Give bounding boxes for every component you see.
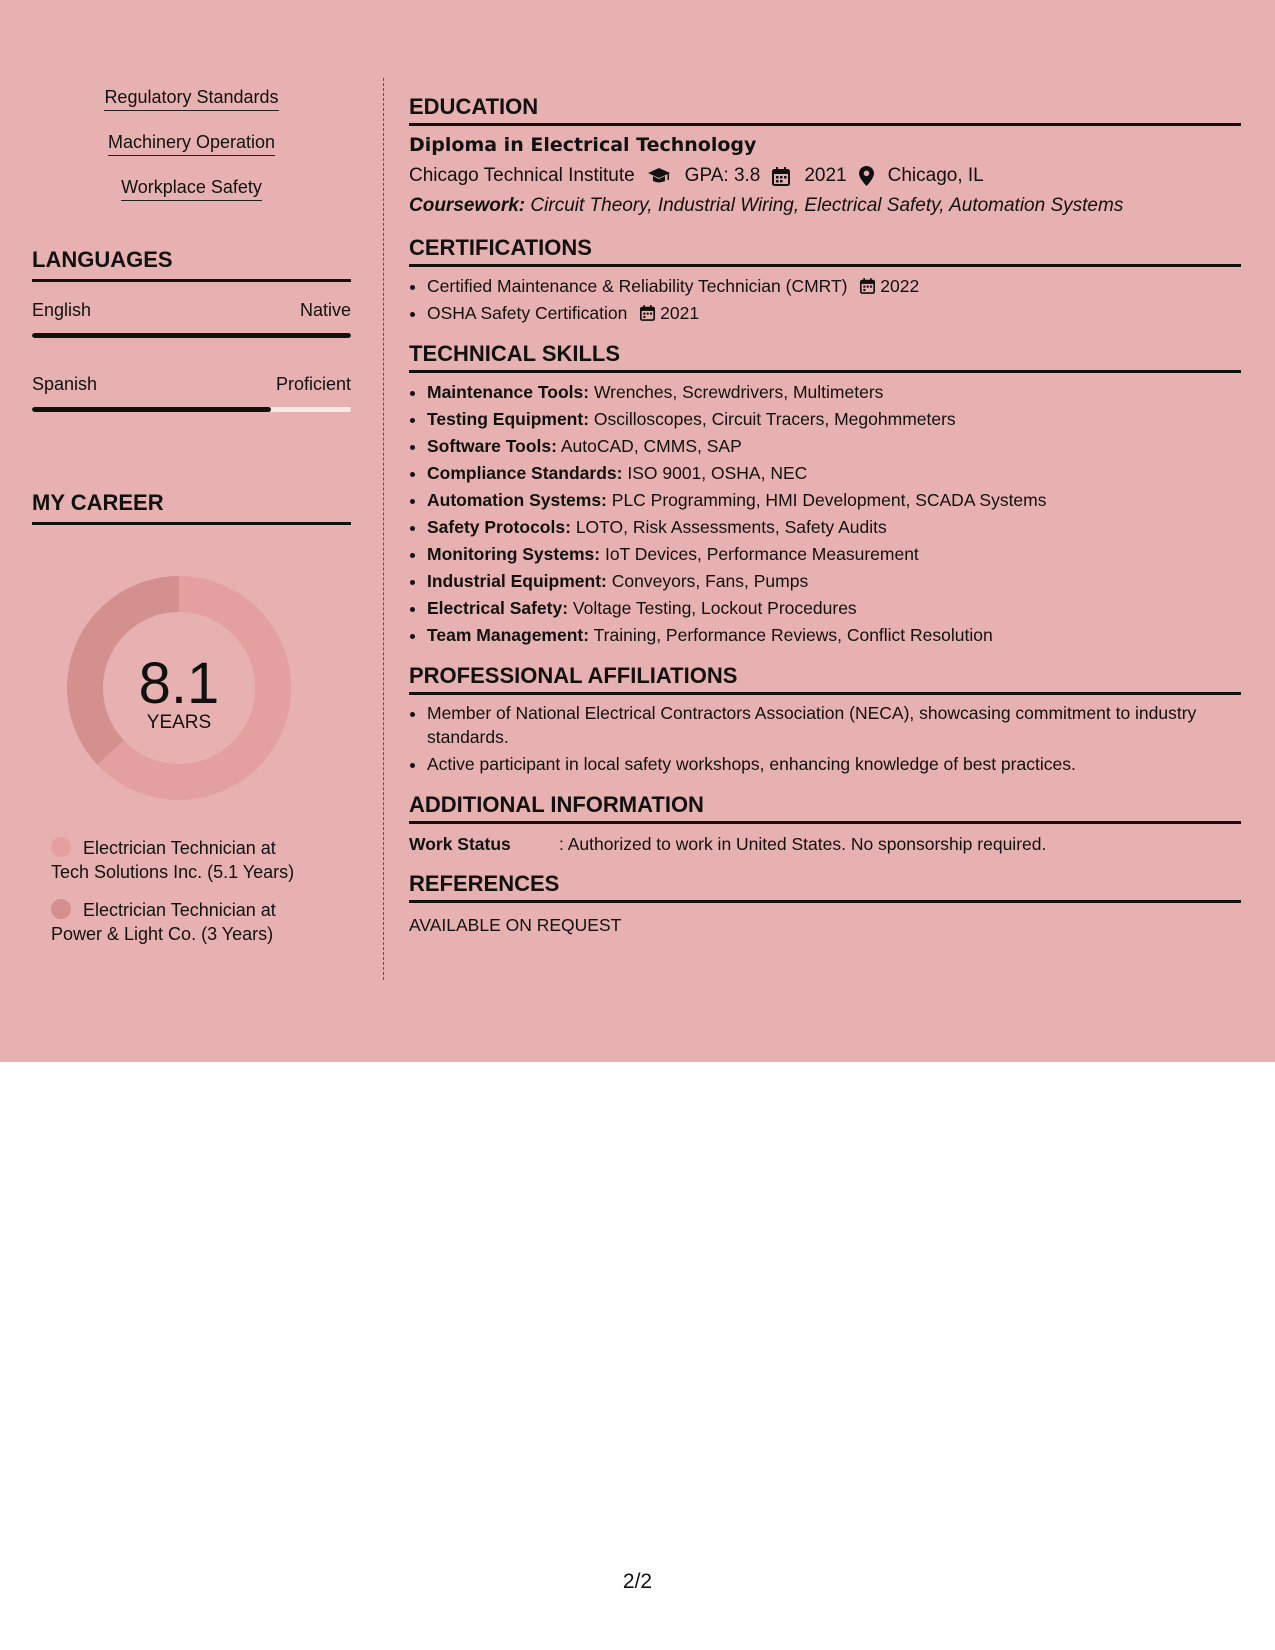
- skill-label: Safety Protocols:: [427, 517, 571, 537]
- language-bar: [32, 407, 351, 412]
- work-status-label: Work Status: [409, 834, 511, 854]
- languages-heading: LANGUAGES: [32, 247, 351, 282]
- language-name: Spanish: [32, 374, 98, 394]
- skill-item: [427, 595, 1241, 622]
- skill-label: Testing Equipment:: [427, 409, 590, 429]
- calendar-icon: [640, 303, 655, 323]
- references-section: [409, 871, 1241, 936]
- graduation-cap-icon: [647, 167, 671, 185]
- language-bar-fill: [32, 407, 271, 412]
- education-meta: [409, 165, 1241, 187]
- skill-item: [427, 433, 1241, 460]
- main-content: [409, 94, 1241, 936]
- affiliations-section: [409, 663, 1241, 776]
- skill-label: Monitoring Systems:: [427, 544, 601, 564]
- skill-value: IoT Devices, Performance Measurement: [604, 544, 919, 564]
- skill-label: Electrical Safety:: [427, 598, 569, 618]
- graduation-year: 2021: [804, 165, 847, 186]
- coursework-label: Coursework:: [409, 195, 526, 216]
- skill-item: [427, 379, 1241, 406]
- language-item: [32, 374, 351, 412]
- skills-list: [32, 80, 351, 215]
- skill-label: Industrial Equipment:: [427, 571, 607, 591]
- skill-label: Compliance Standards:: [427, 463, 623, 483]
- career-heading: MY CAREER: [32, 490, 351, 525]
- skill-item: [427, 568, 1241, 595]
- skill-item: [427, 541, 1241, 568]
- additional-info-heading: ADDITIONAL INFORMATION: [409, 792, 1241, 824]
- skill-value: PLC Programming, HMI Development, SCADA Systems: [611, 490, 1047, 510]
- career-legend-item: [51, 836, 351, 884]
- language-level: Native: [299, 300, 351, 320]
- calendar-icon: [860, 276, 875, 296]
- certifications-heading: CERTIFICATIONS: [409, 235, 1241, 267]
- skill-value: Training, Performance Reviews, Conflict Resolution: [593, 625, 993, 645]
- career-total: 8.1: [138, 651, 220, 716]
- affiliation-item: • Member of National Electrical Contractors Association (NECA), showcasing commitment to industry standards.: [427, 701, 1241, 749]
- coursework-list: Circuit Theory, Industrial Wiring, Electrical Safety, Automation Systems: [530, 195, 1124, 216]
- skill-tag: Workplace Safety: [121, 177, 262, 201]
- location-pin-icon: [859, 166, 874, 186]
- column-divider: [383, 78, 384, 980]
- certification-name: OSHA Safety Certification: [427, 303, 628, 323]
- skill-value: Oscilloscopes, Circuit Tracers, Megohmmeters: [593, 409, 956, 429]
- sidebar: [32, 80, 351, 525]
- skill-tag: Regulatory Standards: [104, 87, 278, 111]
- legend-dot: [51, 837, 71, 857]
- skill-label: Software Tools:: [427, 436, 557, 456]
- affiliations-list: [409, 701, 1241, 776]
- certification-name: Certified Maintenance & Reliability Technician (CMRT): [427, 276, 848, 296]
- skill-item: [427, 460, 1241, 487]
- skill-label: Automation Systems:: [427, 490, 607, 510]
- school-name: Chicago Technical Institute: [409, 165, 635, 186]
- references-heading: REFERENCES: [409, 871, 1241, 903]
- skill-tag: Machinery Operation: [108, 132, 275, 156]
- page-number: 2/2: [622, 1570, 653, 1593]
- legend-line1: Electrician Technician at: [83, 900, 276, 920]
- legend-line2: Power & Light Co. (3 Years): [51, 924, 274, 944]
- language-item: [32, 300, 351, 338]
- language-name: English: [32, 300, 92, 320]
- legend-line1: Electrician Technician at: [83, 838, 276, 858]
- references-text: AVAILABLE ON REQUEST: [409, 915, 622, 935]
- career-legend-item: [51, 898, 351, 946]
- skill-item: [427, 487, 1241, 514]
- coursework: [409, 195, 1241, 217]
- certification-item: [427, 300, 1241, 327]
- work-status-row: [409, 834, 1241, 855]
- affiliations-heading: PROFESSIONAL AFFILIATIONS: [409, 663, 1241, 695]
- technical-skills-list: [409, 379, 1241, 649]
- calendar-icon: [772, 167, 790, 186]
- education-section: [409, 94, 1241, 217]
- skill-value: ISO 9001, OSHA, NEC: [627, 463, 808, 483]
- skill-label: Team Management:: [427, 625, 590, 645]
- skill-value: LOTO, Risk Assessments, Safety Audits: [575, 517, 887, 537]
- certification-year: 2021: [660, 303, 700, 323]
- certification-year: 2022: [880, 276, 920, 296]
- skill-item: [427, 406, 1241, 433]
- skill-item: [427, 622, 1241, 649]
- legend-line2: Tech Solutions Inc. (5.1 Years): [51, 862, 295, 882]
- technical-skills-heading: TECHNICAL SKILLS: [409, 341, 1241, 373]
- certifications-list: [409, 273, 1241, 327]
- certifications-section: [409, 235, 1241, 327]
- skill-value: Conveyors, Fans, Pumps: [611, 571, 809, 591]
- technical-skills-section: [409, 341, 1241, 649]
- language-bar-fill: [32, 333, 351, 338]
- legend-dot: [51, 899, 71, 919]
- skill-label: Maintenance Tools:: [427, 382, 590, 402]
- career-donut-chart: [66, 575, 292, 801]
- education-heading: EDUCATION: [409, 94, 1241, 126]
- skill-item: [427, 514, 1241, 541]
- additional-info-section: [409, 792, 1241, 855]
- certification-item: [427, 273, 1241, 300]
- education-location: Chicago, IL: [887, 165, 984, 186]
- skill-value: Wrenches, Screwdrivers, Multimeters: [593, 382, 884, 402]
- career-unit: YEARS: [146, 712, 212, 733]
- skill-value: Voltage Testing, Lockout Procedures: [572, 598, 857, 618]
- language-level: Proficient: [275, 374, 351, 394]
- gpa: GPA: 3.8: [684, 165, 761, 186]
- affiliation-item: • Active participant in local safety workshops, enhancing knowledge of best practices.: [427, 752, 1241, 776]
- work-status-value: : Authorized to work in United States. No sponsorship required.: [559, 834, 1047, 854]
- language-bar: [32, 333, 351, 338]
- skill-value: AutoCAD, CMMS, SAP: [560, 436, 742, 456]
- degree-title: Diploma in Electrical Technology: [409, 134, 757, 156]
